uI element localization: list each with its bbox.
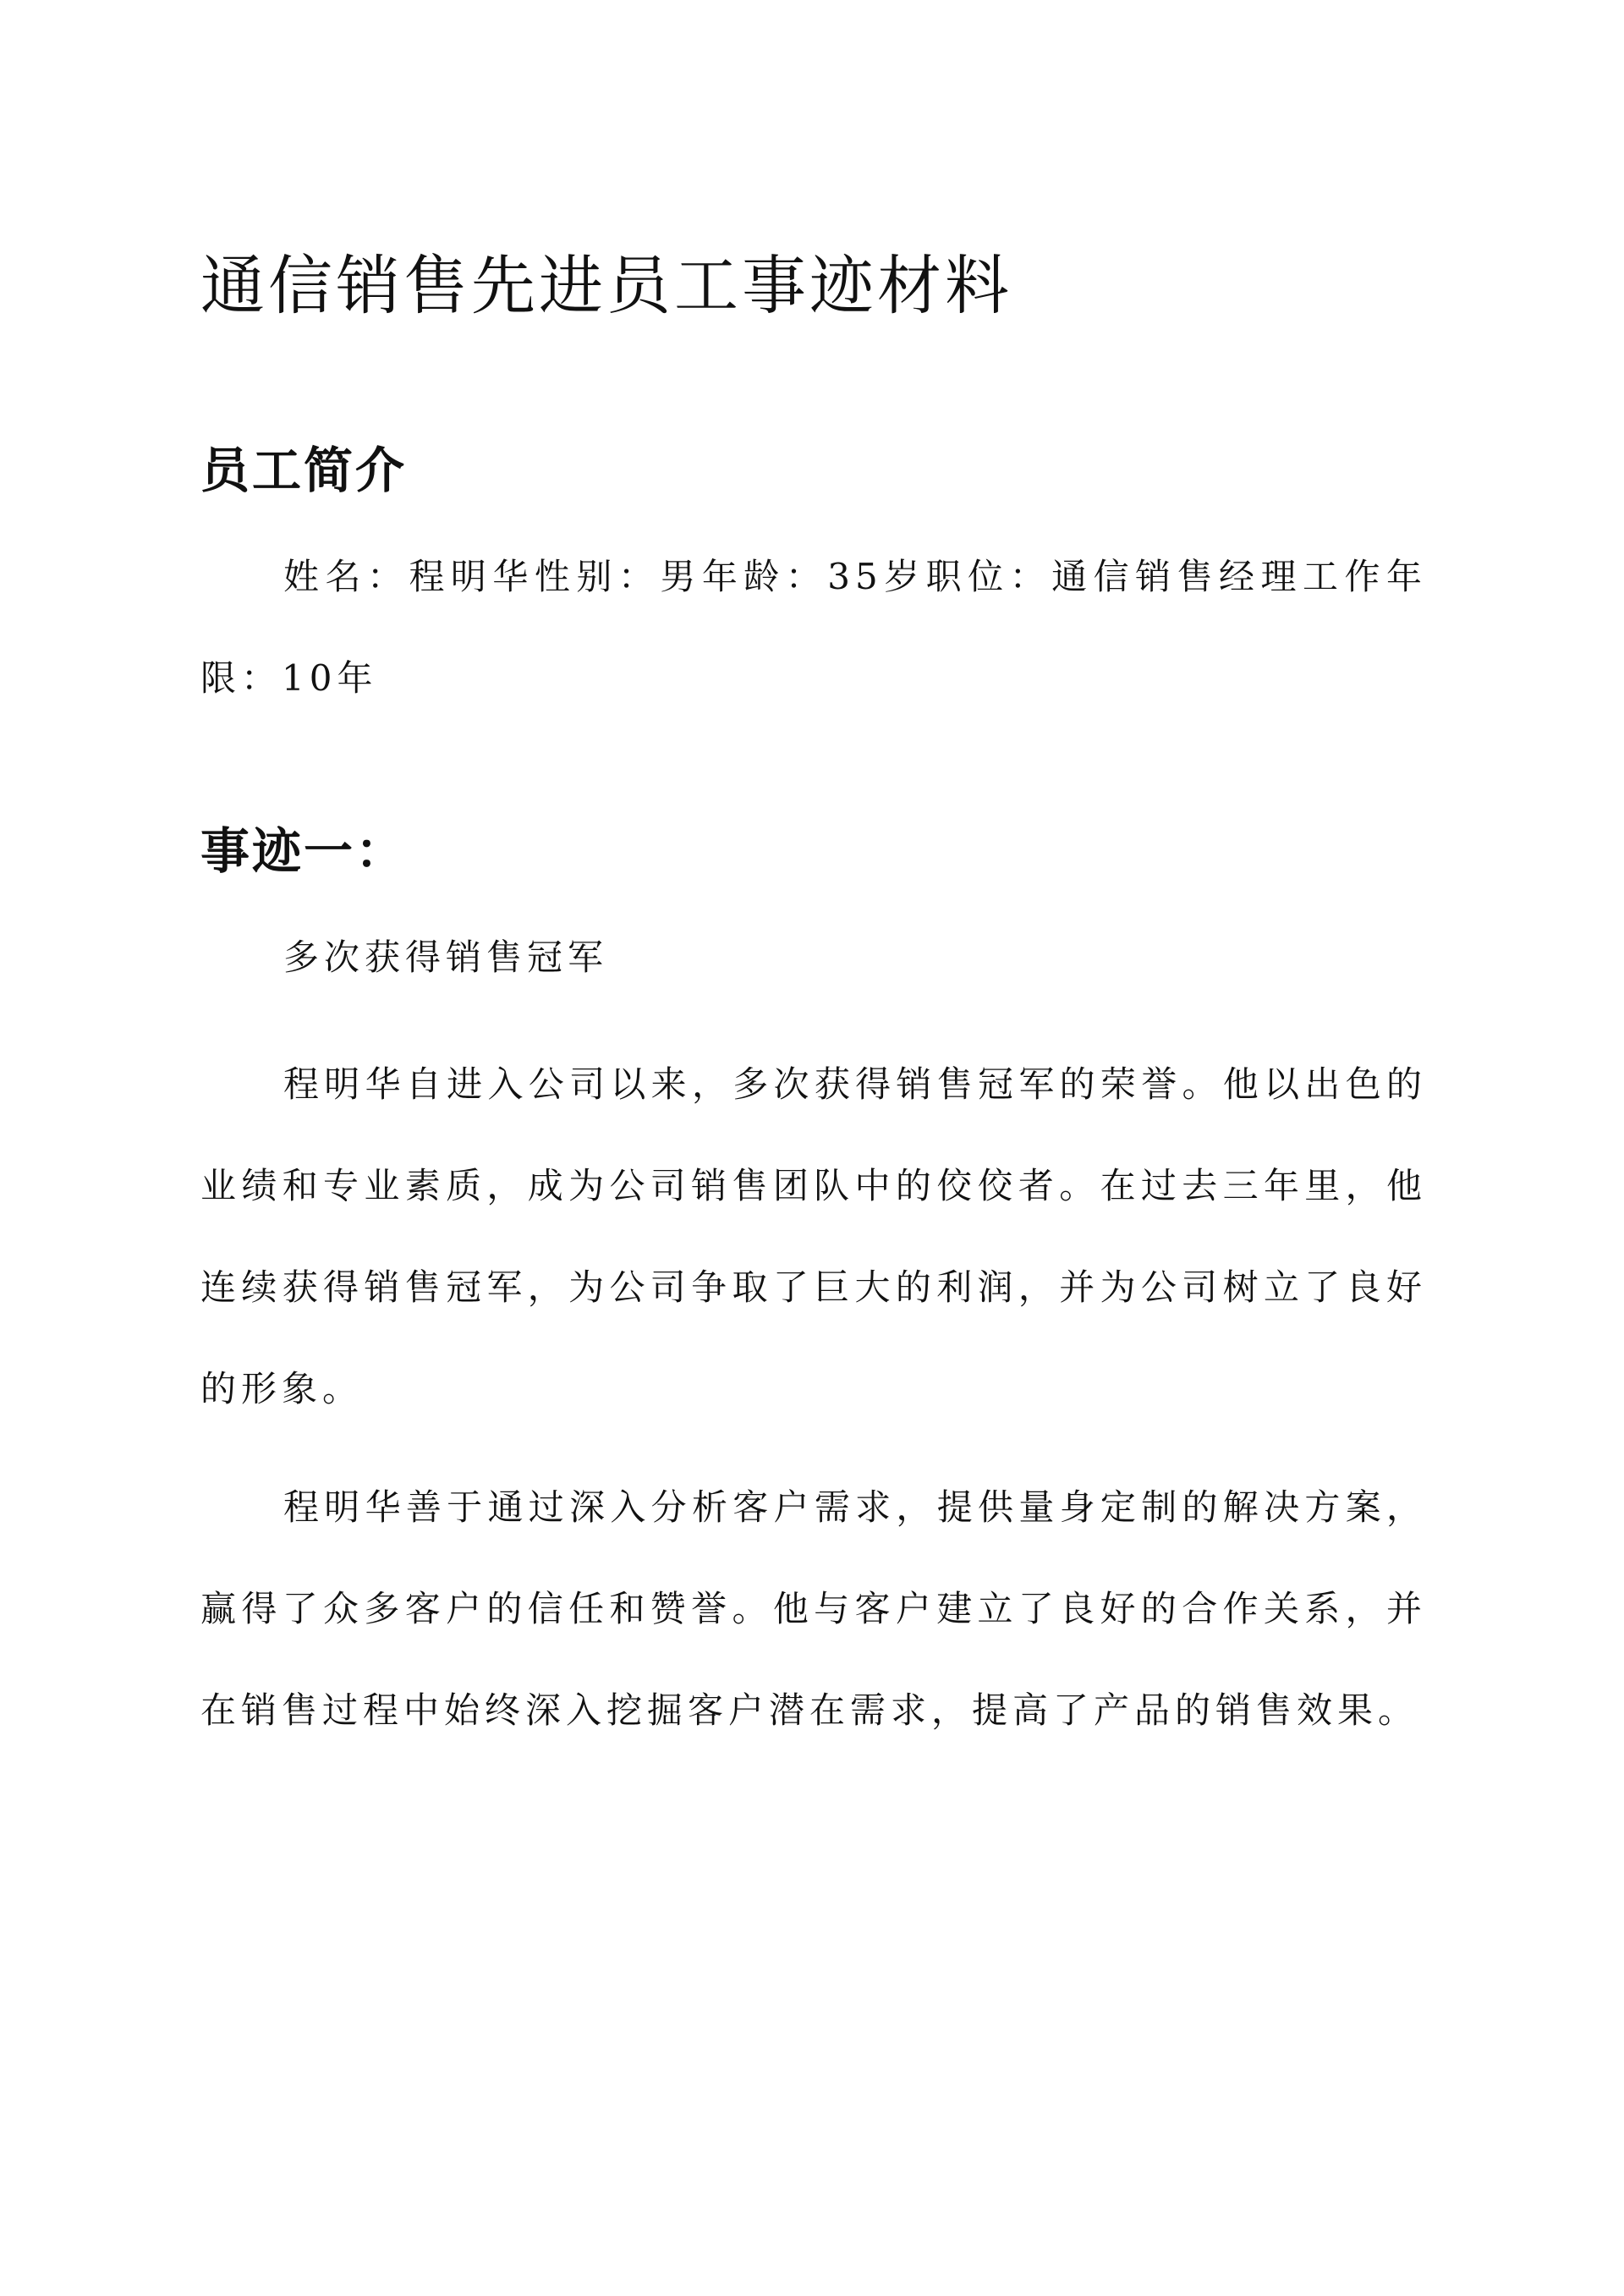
section-heading-employee-intro: 员工简介 bbox=[200, 442, 408, 500]
employee-info-paragraph: 姓名：程明华性别：男年龄：35岁职位：通信销售经理工作年限：10年 bbox=[200, 556, 1427, 699]
section-heading-deed-one: 事迹一： bbox=[200, 822, 408, 881]
deed-paragraph: 程明华自进入公司以来，多次获得销售冠军的荣誉。他以出色的业绩和专业素质，成为公司销售团队中的佼佼者。在过去三年里，他连续获得销售冠军，为公司争取了巨大的利润，并为公司树立了良好的形象。 bbox=[200, 1063, 1427, 1409]
document-title: 通信销售先进员工事迹材料 bbox=[200, 247, 1012, 323]
deed-subtitle: 多次获得销售冠军 bbox=[283, 937, 609, 978]
deed-paragraph: 程明华善于通过深入分析客户需求，提供量身定制的解决方案，赢得了众多客户的信任和赞誉。他与客户建立了良好的合作关系，并在销售过程中始终深入挖掘客户潜在需求，提高了产品的销售效果。 bbox=[200, 1486, 1427, 1731]
